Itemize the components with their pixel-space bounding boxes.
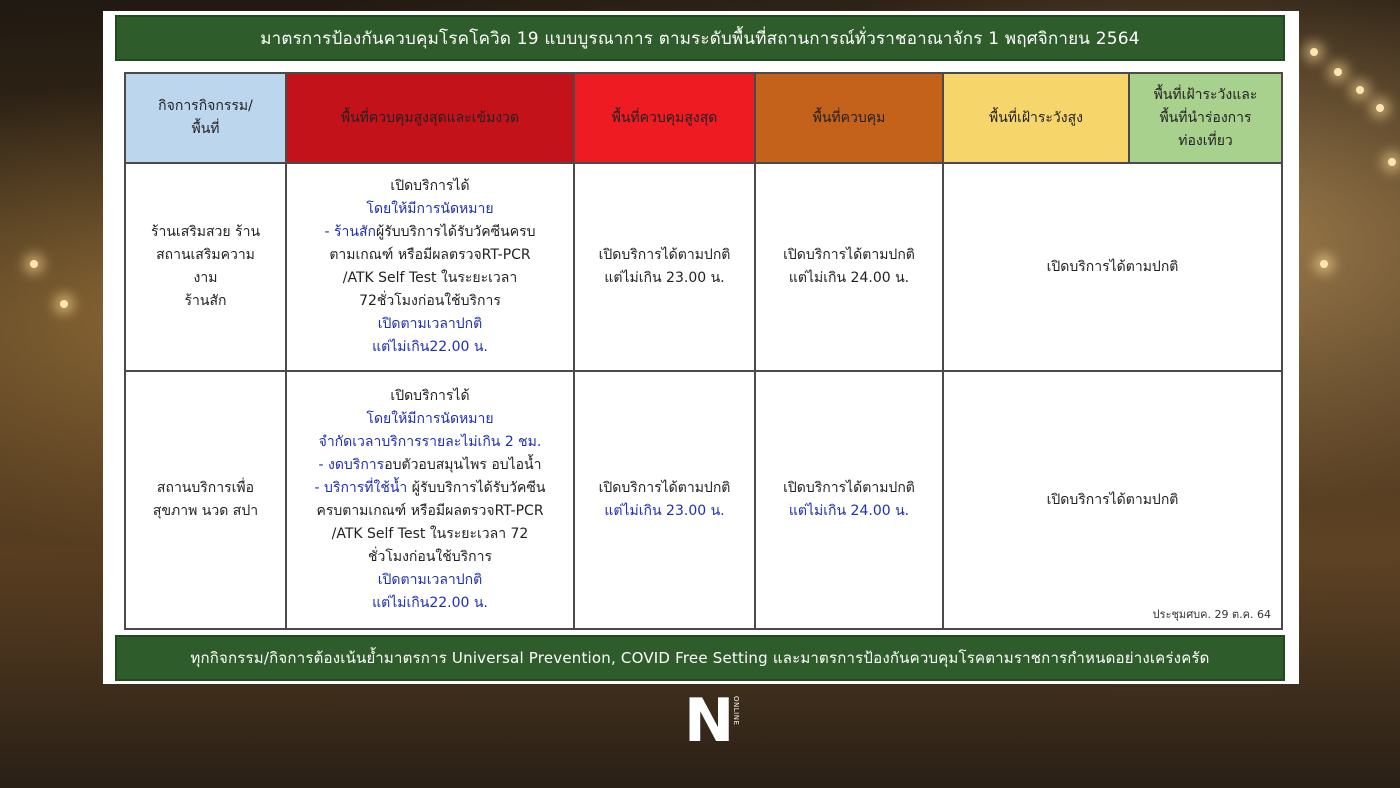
zone1-cell: [286, 371, 574, 629]
cell-line: เปิดตามเวลาปกติ: [377, 572, 483, 588]
table-row: [125, 163, 1282, 371]
cell-line: แต่ไม่เกิน 24.00 น.: [788, 503, 910, 519]
cell-line: แต่ไม่เกิน22.00 น.: [372, 339, 488, 355]
cell-line: เปิดบริการได้: [390, 178, 470, 194]
title-banner: [115, 15, 1285, 61]
header-zone5-line: พื้นที่เฝ้าระวังและ: [1153, 86, 1258, 103]
header-row: [125, 73, 1282, 163]
header-zone-control: พื้นที่ควบคุม: [755, 73, 943, 163]
activity-cell: [125, 371, 286, 629]
footer-banner: [115, 635, 1285, 681]
activity-line: ร้านสัก: [184, 293, 227, 309]
cell-line: แต่ไม่เกิน22.00 น.: [372, 595, 488, 611]
zone1-cell: [286, 163, 574, 371]
cell-line: เปิดบริการได้ตามปกติ: [598, 247, 731, 263]
zone45-cell: เปิดบริการได้ตามปกติ: [943, 163, 1282, 371]
cell-line: [291, 477, 569, 500]
header-activity-line: กิจการกิจกรรม/: [158, 98, 253, 114]
header-zone-max: พื้นที่ควบคุมสูงสุด: [574, 73, 755, 163]
header-activity: [125, 73, 286, 163]
cell-text: ผู้รับบริการได้รับวัคซีน: [407, 480, 546, 496]
header-activity-line: พื้นที่: [191, 121, 220, 137]
cell-line: [291, 221, 569, 244]
footer-text: ทุกกิจกรรม/กิจการต้องเน้นย้ำมาตรการ Universal Prevention, COVID Free Setting และมาตรการป้องกันควบคุมโรคตามราชการกำหนดอย่างเคร่งครัด: [190, 649, 1210, 667]
highlight-text: - บริการที่ใช้น้ำ: [314, 480, 408, 496]
cell-line: เปิดบริการได้ตามปกติ: [783, 247, 915, 263]
logo-online-text: ONLINE: [732, 696, 740, 726]
zone45-cell: [943, 371, 1282, 629]
cell-line: แต่ไม่เกิน 23.00 น.: [604, 503, 725, 519]
measures-table: [124, 72, 1283, 630]
zone2-cell: [574, 371, 755, 629]
cell-line: 72ชั่วโมงก่อนใช้บริการ: [359, 293, 501, 309]
cell-line: /ATK Self Test ในระยะเวลา 72: [331, 526, 529, 542]
measures-panel: [103, 11, 1299, 684]
zone3-cell: [755, 371, 943, 629]
cell-line: แต่ไม่เกิน 23.00 น.: [604, 270, 725, 286]
highlight-text: - ร้านสัก: [324, 224, 376, 240]
cell-line: จำกัดเวลาบริการรายละไม่เกิน 2 ชม.: [318, 434, 542, 450]
header-zone-surveillance-pilot: [1129, 73, 1282, 163]
header-zone5-line: ท่องเที่ยว: [1178, 132, 1233, 149]
activity-line: สถานเสริมความ: [156, 247, 255, 263]
cell-line: เปิดบริการได้ตามปกติ: [783, 480, 915, 496]
zone3-cell: [755, 163, 943, 371]
zone2-cell: [574, 163, 755, 371]
cell-text: อบตัวอบสมุนไพร อบไอน้ำ: [384, 457, 542, 473]
cell-line: ตามเกณฑ์ หรือมีผลตรวจRT-PCR: [329, 247, 531, 263]
activity-line: สถานบริการเพื่อ: [156, 480, 255, 496]
cell-line: ชั่วโมงก่อนใช้บริการ: [367, 549, 492, 565]
highlight-text: - งดบริการ: [318, 457, 385, 473]
cell-line: ครบตามเกณฑ์ หรือมีผลตรวจRT-PCR: [316, 503, 544, 519]
cell-line: แต่ไม่เกิน 24.00 น.: [788, 270, 910, 286]
cell-line: โดยให้มีการนัดหมาย: [366, 411, 494, 427]
cell-line: เปิดตามเวลาปกติ: [377, 316, 483, 332]
nation-online-logo: [684, 686, 740, 756]
activity-line: งาม: [193, 270, 218, 286]
cell-line: /ATK Self Test ในระยะเวลา: [342, 270, 518, 286]
page-title: มาตรการป้องกันควบคุมโรคโควิด 19 แบบบูรณาการ ตามระดับพื้นที่สถานการณ์ทั่วราชอาณาจักร 1 พฤศจิกายน 2564: [260, 28, 1140, 49]
cell-line: โดยให้มีการนัดหมาย: [366, 201, 494, 217]
activity-line: ร้านเสริมสวย ร้าน: [150, 224, 261, 240]
activity-line: สุขภาพ นวด สปา: [152, 503, 259, 519]
source-note: ประชุมศบค. 29 ต.ค. 64: [1152, 608, 1271, 621]
activity-cell: [125, 163, 286, 371]
cell-line: เปิดบริการได้: [390, 388, 470, 404]
header-zone5-line: พื้นที่นำร่องการ: [1159, 109, 1252, 126]
cell-text: เปิดบริการได้ตามปกติ: [1046, 491, 1179, 508]
cell-text: ผู้รับบริการได้รับวัคซีนครบ: [376, 224, 536, 240]
logo-letter: N: [684, 686, 735, 756]
table-row: [125, 371, 1282, 629]
header-zone-max-strict: พื้นที่ควบคุมสูงสุดและเข้มงวด: [286, 73, 574, 163]
cell-line: [291, 454, 569, 477]
cell-line: เปิดบริการได้ตามปกติ: [598, 480, 731, 496]
header-zone-high-surveillance: พื้นที่เฝ้าระวังสูง: [943, 73, 1129, 163]
